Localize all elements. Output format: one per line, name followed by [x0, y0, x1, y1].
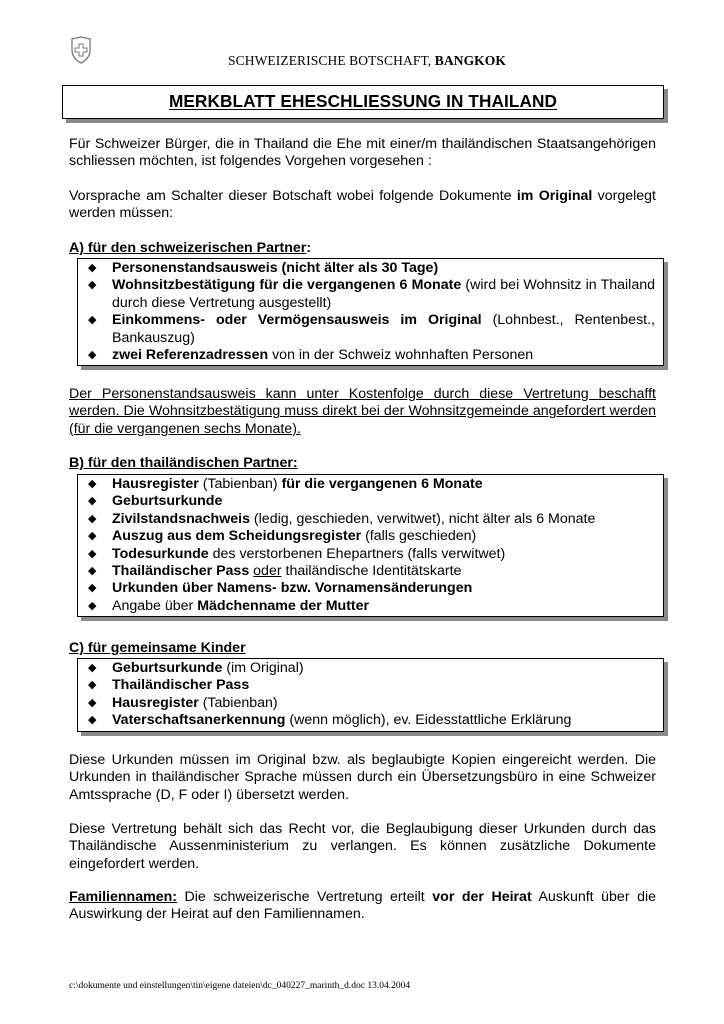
diamond-bullet-icon: ◆ — [88, 279, 97, 292]
title-box — [62, 85, 664, 119]
familiennamen-text-1: Die schweizerische Vertretung erteilt — [177, 889, 433, 905]
item-bold: Vaterschaftsanerkennung — [112, 712, 286, 729]
item-prefix: Angabe über — [112, 597, 198, 614]
item-text-2: thailändische Identitätskarte — [281, 563, 462, 580]
list-item — [88, 528, 655, 545]
item-bold-2: für die vergangenen 6 Monate — [281, 476, 483, 492]
section-a-heading-text: A) für den schweizerischen Partner — [69, 240, 307, 256]
item-text: von in der Schweiz wohnhaften Personen — [268, 347, 534, 364]
diamond-bullet-icon: ◆ — [88, 262, 97, 274]
familiennamen-bold: vor der Heirat — [432, 889, 532, 905]
item-bold: Hausregister — [112, 694, 199, 711]
list-item — [88, 347, 655, 364]
section-c-heading: C) für gemeinsame Kinder — [69, 640, 246, 656]
familiennamen-paragraph — [69, 889, 656, 924]
item-text: (Tabienban) — [198, 476, 282, 492]
item-bold: Thailändischer Pass — [112, 563, 250, 580]
item-text: (falls geschieden) — [361, 528, 477, 545]
list-item — [88, 563, 655, 580]
item-text: (im Original) — [222, 660, 304, 676]
list-item — [88, 511, 655, 528]
vorsprache-bold: im Original — [516, 188, 593, 204]
embassy-name: SCHWEIZERISCHE BOTSCHAFT, — [228, 53, 435, 68]
item-bold: Zivilstandsnachweis — [112, 510, 250, 527]
item-text: (wenn möglich), ev. Eidesstattliche Erklärung — [285, 712, 572, 729]
item-text: (Lohnbest., Rentenbest., Bankauszug) — [112, 312, 655, 346]
intro-paragraph: Für Schweizer Bürger, die in Thailand die Ehe mit einer/m thailändischen Staatsangehörigen schliessen möchten, ist folgendes Vorgehen vorgesehen : — [69, 136, 656, 170]
list-item — [88, 712, 655, 729]
diamond-bullet-icon: ◆ — [88, 478, 97, 490]
list-item — [88, 312, 655, 347]
list-item — [88, 660, 655, 677]
diamond-bullet-icon: ◆ — [88, 599, 97, 612]
item-bold: Urkunden über Namens- bzw. Vornamensänderungen — [112, 580, 473, 597]
section-b-list — [88, 476, 655, 615]
diamond-bullet-icon: ◆ — [88, 349, 97, 362]
list-item — [88, 580, 655, 597]
diamond-bullet-icon: ◆ — [88, 565, 97, 578]
section-c-box — [77, 658, 664, 732]
vorsprache-text-1: Vorsprache am Schalter dieser Botschaft wobei folgende Dokumente — [69, 188, 517, 204]
familiennamen-label: Familiennamen: — [69, 889, 178, 905]
list-item — [88, 476, 655, 493]
diamond-bullet-icon: ◆ — [88, 547, 97, 560]
list-item — [88, 493, 655, 510]
item-bold: Todesurkunde — [112, 545, 209, 562]
embassy-header — [0, 52, 724, 69]
list-item — [88, 277, 655, 312]
item-text: (Tabienban) — [198, 694, 278, 711]
item-bold: Mädchenname der Mutter — [197, 597, 370, 614]
list-item — [88, 598, 655, 615]
item-bold: Auszug aus dem Scheidungsregister — [112, 528, 362, 545]
vorsprache-paragraph — [69, 188, 656, 223]
file-path-footer: c:\dokumente und einstellungen\tin\eigene dateien\dc_040227_marinth_d.doc 13.04.2004 — [69, 981, 411, 991]
list-item — [88, 695, 655, 712]
page-title: MERKBLATT EHESCHLIESSUNG IN THAILAND — [168, 91, 558, 112]
vorsprache-text-2: vorgelegt werden müssen: — [69, 188, 657, 222]
item-bold: Geburtsurkunde — [112, 660, 223, 676]
item-text: (wird bei Wohnsitz in Thailand durch diese Vertretung ausgestellt) — [112, 277, 655, 311]
section-a-list — [88, 260, 655, 364]
item-bold: Personenstandsausweis (nicht älter als 30 Tage) — [112, 260, 439, 276]
item-bold: Thailändischer Pass — [112, 677, 250, 694]
vertretung-paragraph: Diese Vertretung behält sich das Recht vor, die Beglaubigung dieser Urkunden durch das Thailändische Aussenministerium zu verlangen. Es können zusätzliche Dokumente eingefordert werden. — [69, 821, 656, 872]
list-item — [88, 260, 655, 277]
item-bold: zwei Referenzadressen — [112, 347, 269, 364]
urkunden-paragraph: Diese Urkunden müssen im Original bzw. als beglaubigte Kopien eingereicht werden. Die Urkunden in thailändischer Sprache müssen durch ein Übersetzungsbüro in eine Schweizer Amtssprache (D, F oder I) übersetzt werden. — [69, 752, 656, 803]
diamond-bullet-icon: ◆ — [88, 530, 97, 543]
diamond-bullet-icon: ◆ — [88, 495, 97, 508]
section-a-note: Der Personenstandsausweis kann unter Kostenfolge durch diese Vertretung beschafft werden. Die Wohnsitzbestätigung muss direkt bei der Wohnsitzgemeinde angefordert werden (für die vergangenen sechs Monate). — [69, 386, 656, 437]
list-item — [88, 546, 655, 563]
section-c-list — [88, 660, 655, 730]
item-underlined: oder — [253, 563, 282, 580]
item-text: (ledig, geschieden, verwitwet), nicht älter als 6 Monate — [249, 510, 596, 527]
section-a-box — [77, 258, 664, 366]
diamond-bullet-icon: ◆ — [88, 679, 97, 692]
diamond-bullet-icon: ◆ — [88, 314, 97, 327]
diamond-bullet-icon: ◆ — [88, 714, 97, 727]
diamond-bullet-icon: ◆ — [88, 582, 97, 595]
item-text: des verstorbenen Ehepartners (falls verwitwet) — [208, 545, 506, 562]
item-bold: Einkommens- oder Vermögensausweis im Original — [112, 312, 482, 329]
familiennamen-text-2: Auskunft über die Auswirkung der Heirat auf den Familiennamen. — [69, 889, 656, 923]
diamond-bullet-icon: ◆ — [88, 662, 97, 674]
section-b-heading: B) für den thailändischen Partner: — [69, 455, 298, 471]
list-item — [88, 677, 655, 694]
section-a-heading — [69, 240, 311, 257]
item-bold: Wohnsitzbestätigung für die vergangenen 6 Monate — [112, 277, 462, 294]
diamond-bullet-icon: ◆ — [88, 696, 97, 709]
section-a-heading-colon: : — [306, 240, 312, 256]
section-b-box — [77, 474, 664, 617]
embassy-city: BANGKOK — [434, 53, 506, 68]
item-bold: Geburtsurkunde — [112, 493, 223, 510]
item-bold: Hausregister — [112, 476, 199, 492]
diamond-bullet-icon: ◆ — [88, 512, 97, 525]
